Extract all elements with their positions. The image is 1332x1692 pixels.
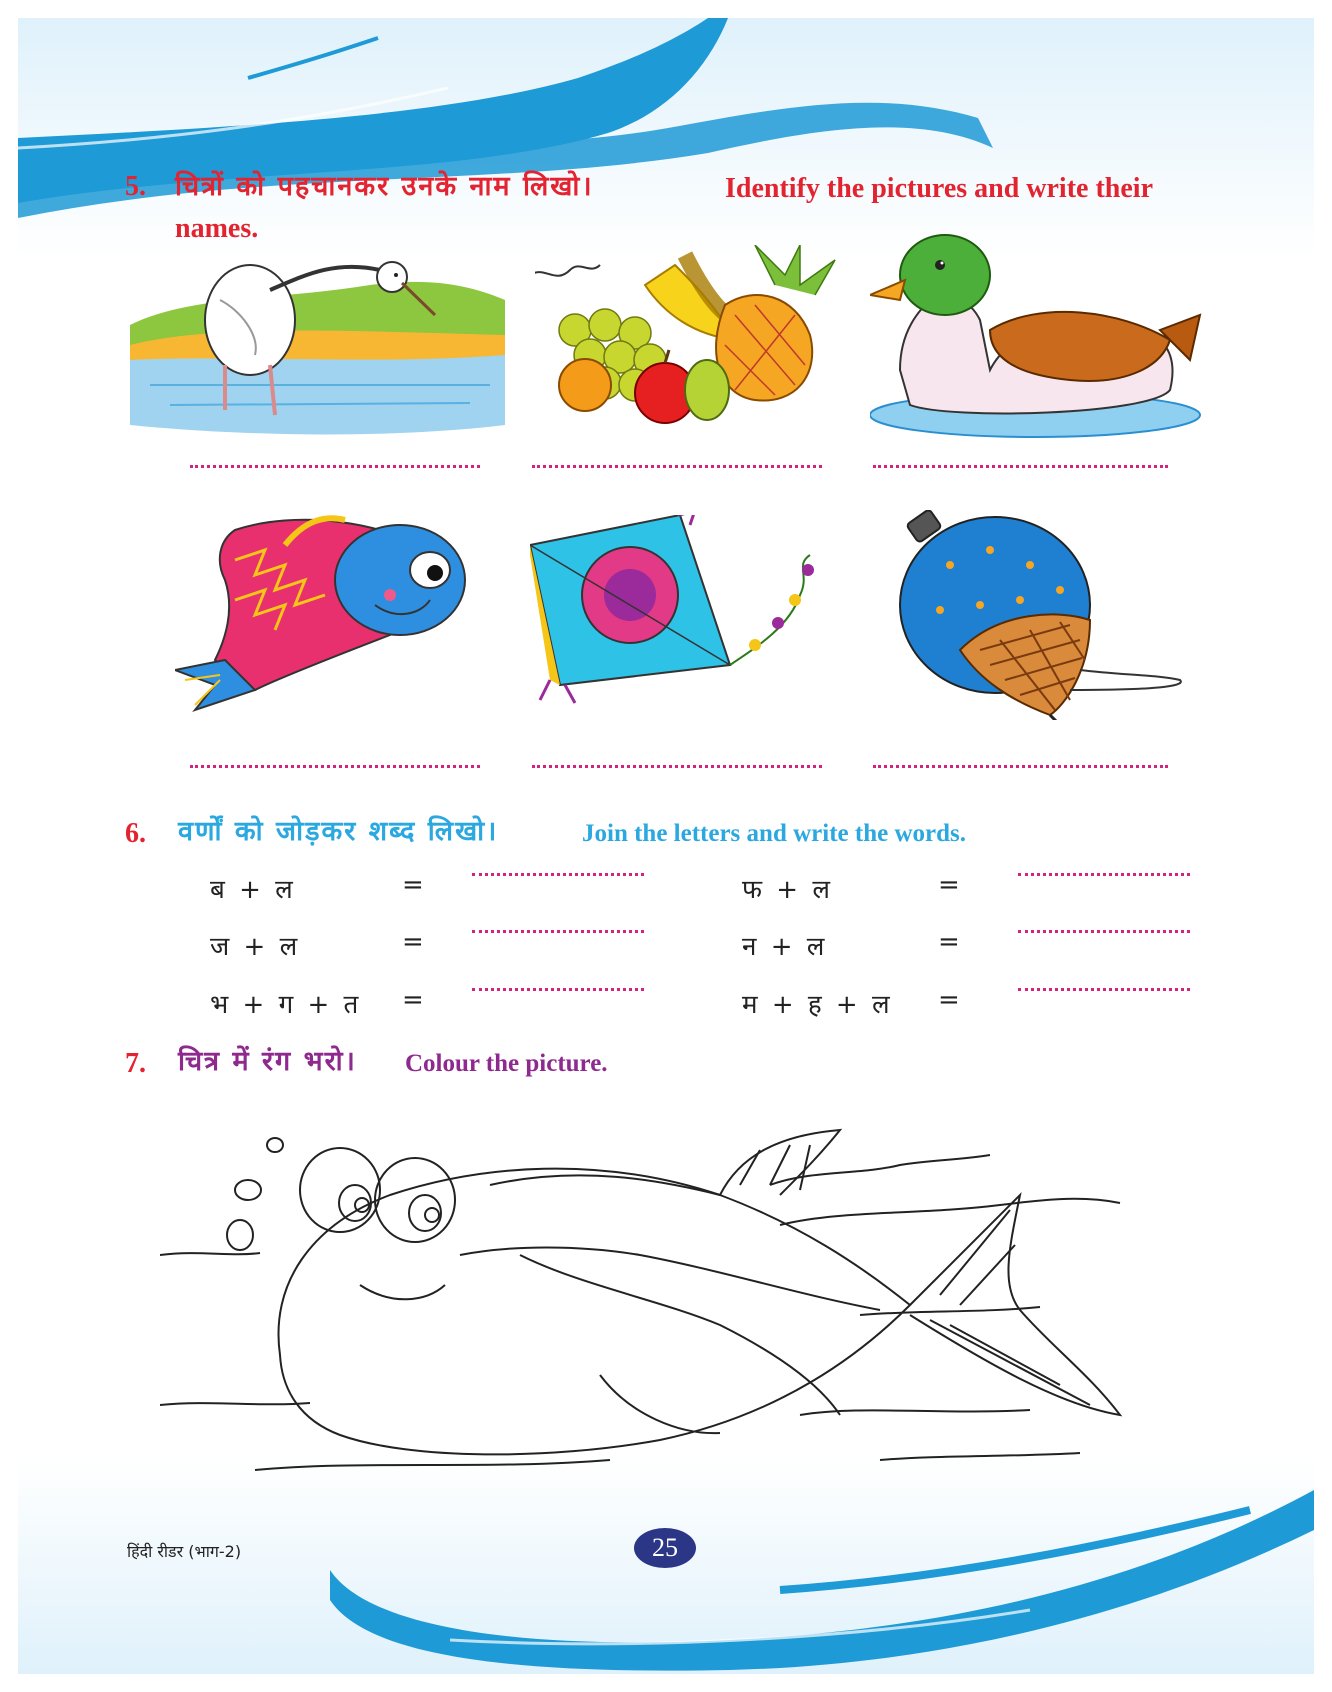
answer-line-kite[interactable] <box>532 765 822 768</box>
book-title: हिंदी रीडर (भाग-2) <box>127 1542 242 1561</box>
letters-row-3-left: भ + ग + त <box>210 990 359 1020</box>
letters-row-2-left: ज + ल <box>210 932 298 962</box>
answer-line-fish[interactable] <box>190 765 480 768</box>
answer-line-fruits[interactable] <box>532 465 822 468</box>
answer-line-word-6[interactable] <box>1018 988 1190 991</box>
fish-image <box>175 500 485 730</box>
letters-row-1-left: ब + ल <box>210 875 293 905</box>
answer-line-word-2[interactable] <box>472 930 644 933</box>
equals-sign: = <box>938 927 960 957</box>
q7-hindi-instruction: चित्र में रंग भरो। <box>178 1046 357 1077</box>
answer-line-stork[interactable] <box>190 465 480 468</box>
answer-line-duck[interactable] <box>873 465 1168 468</box>
duck-image <box>870 220 1205 445</box>
q6-hindi-instruction: वर्णों को जोड़कर शब्द लिखो। <box>178 816 499 847</box>
kite-image <box>530 515 840 705</box>
q6-number: 6. <box>125 818 146 849</box>
q5-english-instruction-cont: names. <box>175 213 259 244</box>
letters-row-2-right: न + ल <box>742 932 825 962</box>
bottom-wave-decoration <box>330 1490 1314 1674</box>
equals-sign: = <box>938 985 960 1015</box>
page-number-badge: 25 <box>634 1528 696 1568</box>
q5-number: 5. <box>125 171 146 202</box>
equals-sign: = <box>402 927 424 957</box>
equals-sign: = <box>402 985 424 1015</box>
stork-image <box>130 255 505 440</box>
q5-english-instruction: Identify the pictures and write their <box>725 173 1153 204</box>
colouring-fish-outline[interactable] <box>160 1115 1160 1475</box>
letters-row-1-right: फ + ल <box>742 875 830 905</box>
spinning-top-image <box>890 510 1190 720</box>
letters-row-3-right: म + ह + ल <box>742 990 890 1020</box>
equals-sign: = <box>938 870 960 900</box>
answer-line-word-4[interactable] <box>1018 873 1190 876</box>
answer-line-word-3[interactable] <box>472 988 644 991</box>
answer-line-word-5[interactable] <box>1018 930 1190 933</box>
answer-line-word-1[interactable] <box>472 873 644 876</box>
q5-hindi-instruction: चित्रों को पहचानकर उनके नाम लिखो। <box>175 171 594 202</box>
q7-number: 7. <box>125 1048 146 1079</box>
fruits-image <box>535 245 855 435</box>
q6-english-instruction: Join the letters and write the words. <box>582 820 966 847</box>
q7-english-instruction: Colour the picture. <box>405 1050 608 1077</box>
equals-sign: = <box>402 870 424 900</box>
answer-line-top[interactable] <box>873 765 1168 768</box>
